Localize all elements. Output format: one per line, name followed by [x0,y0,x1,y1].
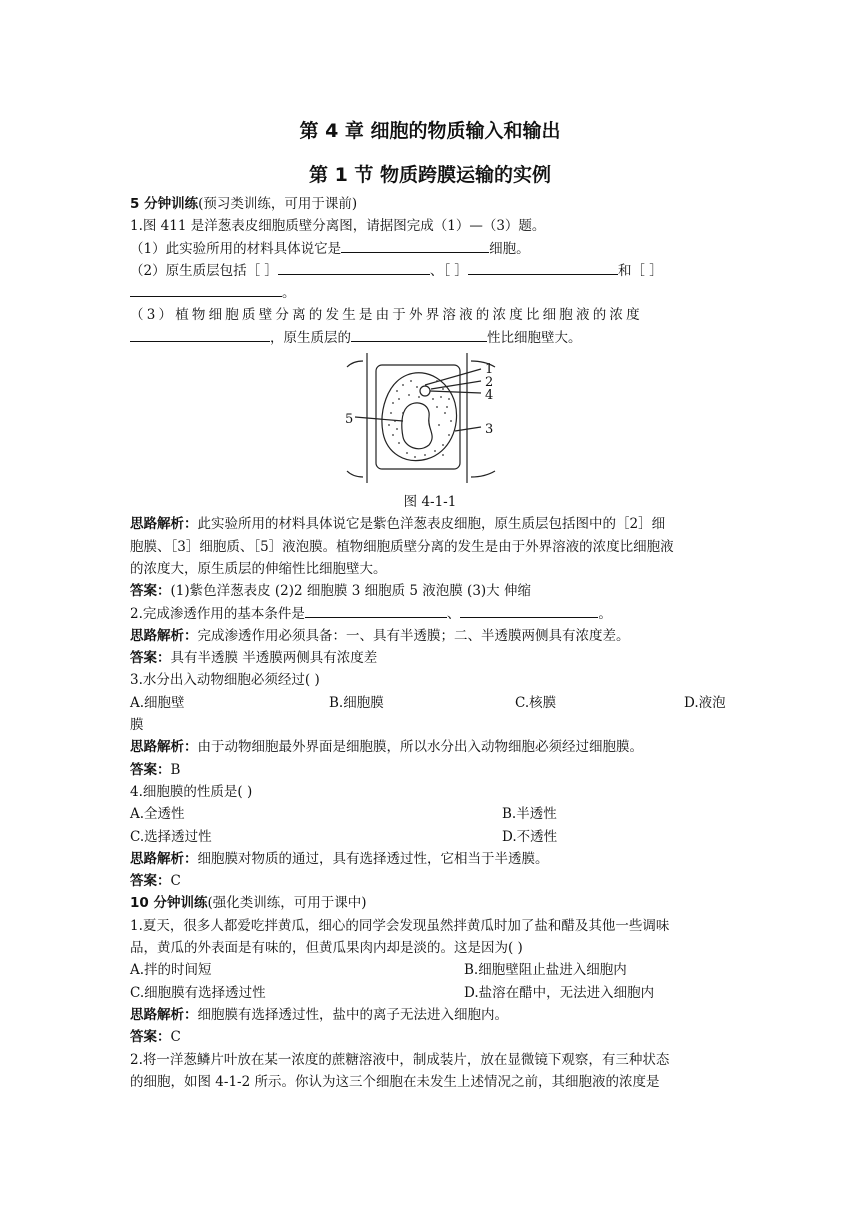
option-a[interactable]: A.细胞壁 [130,694,185,711]
q1-analysis-cont: 的浓度大，原生质层的伸缩性比细胞壁大。 [130,560,387,577]
option-b[interactable]: B.半透性 [502,806,557,823]
option-d[interactable]: D.不透性 [502,828,558,845]
q6-stem-cont: 的细胞，如图 4-1-2 所示。你认为这三个细胞在未发生上述情况之前，其细胞液的浓度是 [130,1073,660,1090]
q5-stem: 1.夏天，很多人都爱吃拌黄瓜，细心的同学会发现虽然拌黄瓜时加了盐和醋及其他一些调味 [130,917,670,934]
q2-answer: 答案：具有半透膜 半透膜两侧具有浓度差 [130,650,378,667]
option-d[interactable]: D.盐溶在醋中，无法进入细胞内 [464,984,655,1001]
q5-stem-cont: 品，黄瓜的外表面是有味的，但黄瓜果肉内却是淡的。这是因为( ) [130,940,523,957]
section-title: 第 1 节 物质跨膜运输的实例 [308,164,552,186]
cell-wall [376,365,460,469]
blank[interactable] [351,327,487,342]
option-d[interactable]: D.液泡 [684,694,726,711]
q1-part1: （1）此实验所用的材料具体说它是 细胞。 [130,238,730,260]
option-a[interactable]: A.拌的时间短 [130,962,212,979]
blank[interactable] [305,603,447,618]
plasmolysis-cell-diagram [345,351,515,489]
option-b[interactable]: B.细胞膜 [329,694,384,711]
vacuole [402,403,432,449]
q5-options [130,959,730,981]
q4-analysis: 思路解析：细胞膜对物质的通过，具有选择透过性，它相当于半透膜。 [130,850,549,867]
blank[interactable] [468,260,618,275]
q3-answer: 答案：B [130,761,181,778]
q1-part3: （3）植物细胞质壁分离的发生是由于外界溶液的浓度比细胞液的浓度 [130,307,643,324]
q3-stem: 3.水分出入动物细胞必须经过( ) [130,672,320,689]
label-1: 1 [485,362,494,378]
leader-line-4 [430,391,481,393]
figure-caption: 图 4-1-1 [403,494,457,511]
blank[interactable] [278,260,430,275]
leader-line-5 [355,417,403,421]
protoplast [382,373,457,461]
option-b[interactable]: B.细胞壁阻止盐进入细胞内 [464,962,627,979]
label-4: 4 [485,388,494,404]
blank[interactable] [341,238,489,253]
q4-options [130,803,730,825]
q2-stem: 2.完成渗透作用的基本条件是 、 。 [130,603,730,625]
q1-part2-cont: 。 [130,282,730,304]
nucleus [420,386,430,396]
option-a[interactable]: A.全透性 [130,806,185,823]
figure-4-1-1 [130,349,730,491]
exercise-heading-10min: 10 分钟训练(强化类训练，可用于课中) [130,895,367,912]
document-body [130,193,730,1093]
q3-analysis: 思路解析：由于动物细胞最外界面是细胞膜，所以水分出入动物细胞必须经过细胞膜。 [130,739,643,756]
exercise-heading-5min: 5 分钟训练(预习类训练，可用于课前) [130,196,358,212]
leader-line-3 [455,427,481,431]
label-3: 3 [485,422,494,438]
q6-stem: 2.将一洋葱鳞片叶放在某一浓度的蔗糖溶液中，制成装片，放在显微镜下观察，有三种状态 [130,1051,670,1068]
label-2: 2 [485,375,494,391]
q5-analysis: 思路解析：细胞膜有选择透过性，盐中的离子无法进入细胞内。 [130,1006,508,1023]
q1-answer: 答案：(1)紫色洋葱表皮 (2)2 细胞膜 3 细胞质 5 液泡膜 (3)大 伸缩 [130,583,531,600]
q1-stem: 1.图 411 是洋葱表皮细胞质壁分离图，请据图完成（1）—（3）题。 [130,218,546,235]
q4-options [130,826,730,848]
leader-line-2 [431,381,481,389]
q3-option-wrap: 膜 [130,717,144,734]
blank[interactable] [130,327,270,342]
q1-part3-cont: ，原生质层的 性比细胞壁大。 [130,327,730,349]
blank[interactable] [460,603,598,618]
option-c[interactable]: C.选择透过性 [130,828,212,845]
q5-options [130,982,730,1004]
label-5: 5 [345,412,354,428]
chapter-title: 第 4 章 细胞的物质输入和输出 [299,120,561,142]
option-c[interactable]: C.细胞膜有选择透过性 [130,984,266,1001]
q1-part2: （2）原生质层包括［ ］ 、［ ］ 和［ ］ [130,260,730,282]
q2-analysis: 思路解析：完成渗透作用必须具备：一、具有半透膜；二、半透膜两侧具有浓度差。 [130,627,630,644]
q5-answer: 答案：C [130,1029,181,1046]
q3-options [130,692,730,714]
q1-analysis: 思路解析：此实验所用的材料具体说它是紫色洋葱表皮细胞，原生质层包括图中的［2］细 [130,516,666,533]
q4-stem: 4.细胞膜的性质是( ) [130,783,253,800]
q4-answer: 答案：C [130,873,181,890]
option-c[interactable]: C.核膜 [515,694,557,711]
blank[interactable] [130,282,282,297]
q1-analysis-cont: 胞膜、［3］细胞质、［5］液泡膜。植物细胞质壁分离的发生是由于外界溶液的浓度比细胞液 [130,538,674,555]
